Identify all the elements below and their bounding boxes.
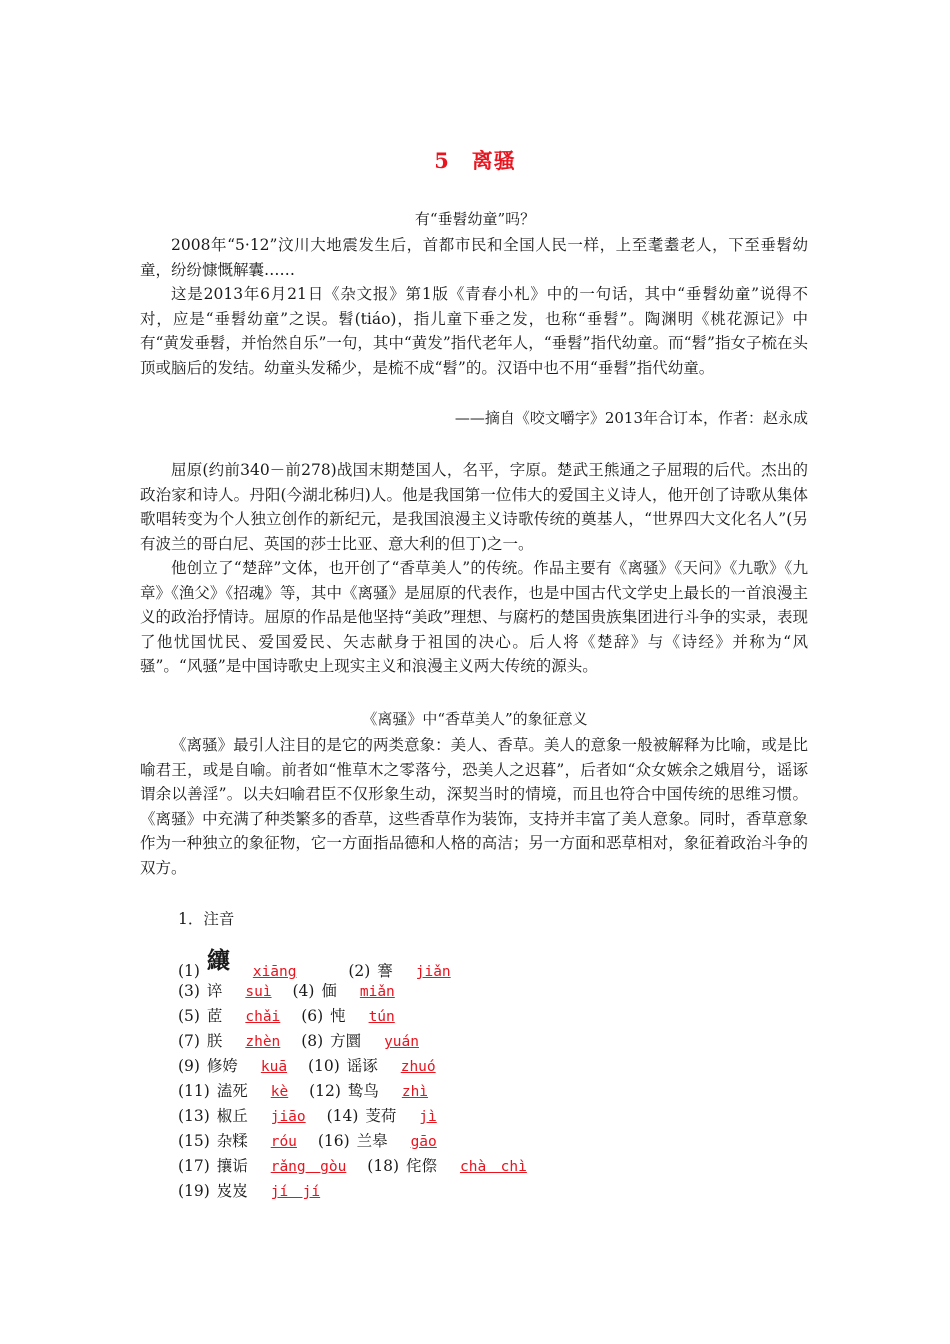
item-word: 謇 xyxy=(377,962,393,980)
item-number: (11) xyxy=(178,1082,210,1100)
item-number: (2) xyxy=(348,962,371,980)
exercise-row xyxy=(178,1129,453,1153)
item-answer: chǎi xyxy=(245,1009,281,1025)
reading-source: ——摘自《咬文嚼字》2013年合订本，作者：赵永成 xyxy=(454,409,808,427)
item-answer: zhuó xyxy=(400,1059,436,1075)
item-word: 溘死 xyxy=(216,1082,248,1100)
item-word: 偭 xyxy=(321,982,337,1000)
page-title: 5 离骚 xyxy=(434,148,516,173)
item-number: (15) xyxy=(178,1132,210,1150)
symbolism-heading: 《离骚》中“香草美人”的象征意义 xyxy=(362,710,588,728)
item-word: 忳 xyxy=(330,1007,346,1025)
item-word: 椒丘 xyxy=(216,1107,248,1125)
exercise-row xyxy=(178,1104,453,1128)
reading-paragraph-1: 2008年“5·12”汶川大地震发生后，首都市民和全国人民一样，上至耄耋老人，下至垂髫幼童，纷纷慷慨解囊…… xyxy=(140,236,808,279)
item-answer: xiāng xyxy=(252,964,297,980)
exercise-row xyxy=(178,1179,336,1203)
item-answer: zhì xyxy=(401,1084,429,1100)
item-word: 纕 xyxy=(206,947,230,974)
item-number: (8) xyxy=(301,1032,324,1050)
item-answer: suì xyxy=(245,984,272,1000)
item-answer: jiāo xyxy=(270,1109,306,1125)
reading-heading: 有“垂髫幼童”吗？ xyxy=(414,210,536,228)
item-word: 攘诟 xyxy=(216,1157,248,1175)
item-answer: kuā xyxy=(260,1059,288,1075)
exercise-row xyxy=(178,947,467,980)
item-word: 茝 xyxy=(206,1007,223,1025)
exercise-row xyxy=(178,1004,411,1028)
item-number: (1) xyxy=(178,962,200,980)
item-number: (16) xyxy=(317,1132,350,1150)
item-number: (10) xyxy=(308,1057,340,1075)
item-word: 兰皋 xyxy=(356,1132,388,1150)
item-answer: jiǎn xyxy=(415,964,451,980)
item-word: 芰荷 xyxy=(365,1107,397,1125)
item-number: (3) xyxy=(178,982,200,1000)
item-answer: kè xyxy=(270,1084,289,1100)
item-answer: jì xyxy=(419,1109,437,1125)
item-word: 岌岌 xyxy=(216,1182,248,1200)
item-word: 朕 xyxy=(206,1032,223,1050)
exercise-row xyxy=(178,1029,435,1053)
item-number: (14) xyxy=(326,1107,359,1125)
item-number: (19) xyxy=(178,1182,210,1200)
item-number: (5) xyxy=(178,1007,200,1025)
item-answer: miǎn xyxy=(359,984,395,1000)
item-number: (9) xyxy=(178,1057,200,1075)
item-number: (6) xyxy=(301,1007,324,1025)
author-paragraph-1: 屈原(约前340－前278)战国末期楚国人，名平，字原。楚武王熊通之子屈瑕的后代。杰出的政治家和诗人。丹阳(今湖北秭归)人。他是我国第一位伟大的爱国主义诗人，他开创了诗歌从集体歌唱转变为个人独立创作的新纪元，是我国浪漫主义诗歌传统的奠基人，“世界四大文化名人”(另有波兰的哥白尼、英国的莎士比亚、意大利的但丁)之一。 xyxy=(140,461,808,553)
exercise-row xyxy=(178,1154,543,1178)
author-paragraph-2: 他创立了“楚辞”文体，也开创了“香草美人”的传统。作品主要有《离骚》《天问》《九歌》《九章》《渔父》《招魂》等，其中《离骚》是屈原的代表作，也是中国古代文学史上最长的一首浪漫主义的政治抒情诗。屈原的作品是他坚持“美政”理想、与腐朽的楚国贵族集团进行斗争的实录，表现了他忧国忧民、爱国爱民、矢志献身于祖国的决心。后人将《楚辞》与《诗经》并称为“风骚”。“风骚”是中国诗歌史上现实主义和浪漫主义两大传统的源头。 xyxy=(140,559,808,676)
item-answer: chà chì xyxy=(459,1159,527,1175)
item-answer: tún xyxy=(368,1009,395,1025)
item-word: 方圜 xyxy=(330,1032,362,1050)
item-answer: zhèn xyxy=(245,1034,281,1050)
item-answer: yuán xyxy=(384,1034,419,1050)
item-word: 侘傺 xyxy=(406,1157,438,1175)
exercise-row xyxy=(178,979,411,1003)
symbolism-paragraph: 《离骚》最引人注目的是它的两类意象：美人、香草。美人的意象一般被解释为比喻，或是比喻君王，或是自喻。前者如“惟草木之零落兮，恐美人之迟暮”，后者如“众女嫉余之娥眉兮，谣诼谓余以善淫”。以夫妇喻君臣不仅形象生动，深契当时的情境，而且也符合中国传统的思维习惯。《离骚》中充满了种类繁多的香草，这些香草作为装饰，支持并丰富了美人意象。同时，香草意象作为一种独立的象征物，它一方面指品德和人格的高洁；另一方面和恶草相对，象征着政治斗争的双方。 xyxy=(140,736,808,877)
item-number: (12) xyxy=(309,1082,341,1100)
item-answer: jí jí xyxy=(270,1184,321,1200)
item-answer: gāo xyxy=(410,1134,437,1150)
item-number: (17) xyxy=(178,1157,210,1175)
item-number: (7) xyxy=(178,1032,200,1050)
exercise-row xyxy=(178,1079,444,1103)
reading-paragraph-2: 这是2013年6月21日《杂文报》第1版《青春小札》中的一句话，其中“垂髫幼童”说得不对，应是“垂髫幼童”之误。髫(tiáo)，指儿童下垂之发，也称“垂髫”。陶渊明《桃花源记》中有“黄发垂髫，并怡然自乐”一句，其中“黄发”指代老年人，“垂髫”指代幼童。而“髫”指女子梳在头顶或脑后的发结。幼童头发稀少，是梳不成“髫”的。汉语中也不用“垂髫”指代幼童。 xyxy=(140,285,808,377)
item-word: 修姱 xyxy=(206,1057,238,1075)
item-answer: rǎng gòu xyxy=(270,1159,347,1175)
item-answer: róu xyxy=(270,1134,297,1150)
exercise-heading: 1．注音 xyxy=(178,910,235,928)
item-word: 谇 xyxy=(206,982,223,1000)
item-number: (18) xyxy=(367,1157,400,1175)
item-word: 谣诼 xyxy=(346,1057,378,1075)
item-number: (4) xyxy=(292,982,315,1000)
exercise-row xyxy=(178,1054,452,1078)
item-number: (13) xyxy=(178,1107,210,1125)
item-word: 杂糅 xyxy=(216,1132,248,1150)
item-word: 鸷鸟 xyxy=(347,1082,379,1100)
